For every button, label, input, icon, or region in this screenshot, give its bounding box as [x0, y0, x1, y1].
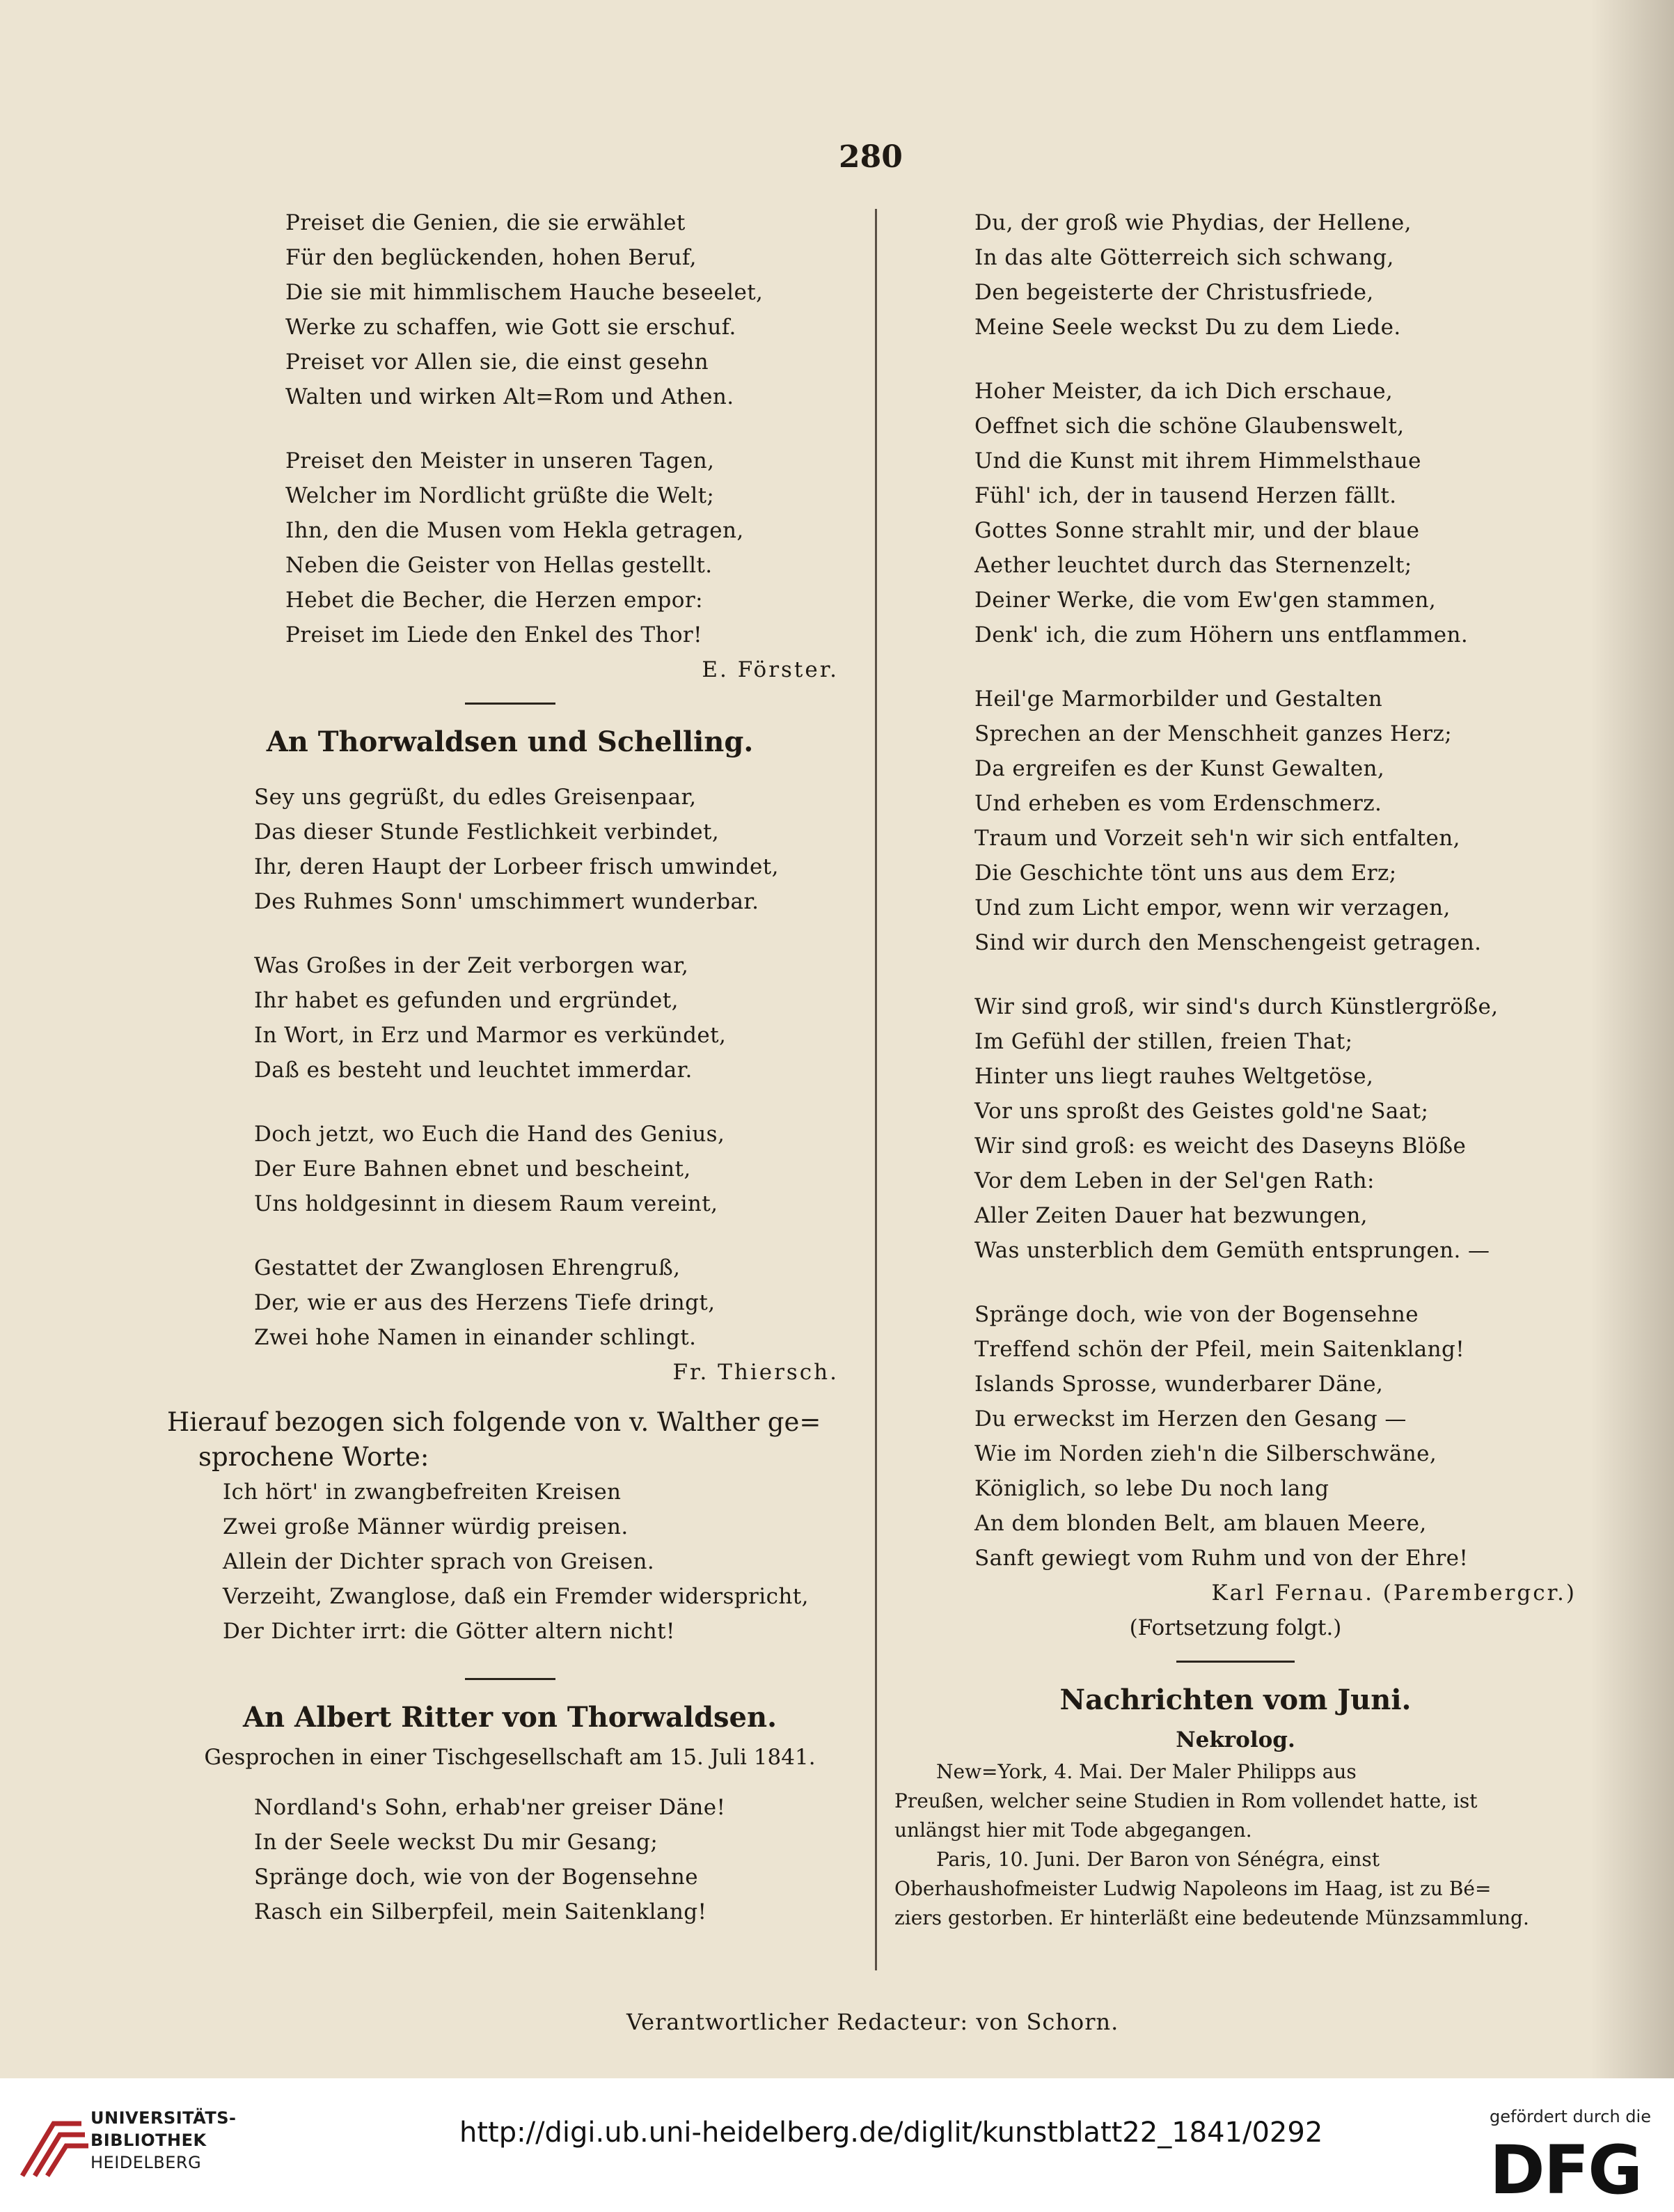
news-section [894, 1678, 1577, 1933]
poem-line: Treffend schön der Pfeil, mein Saitenklang! [974, 1337, 1465, 1362]
poem-line: Was Großes in der Zeit verborgen war, [254, 953, 689, 978]
poem-line: Da ergreifen es der Kunst Gewalten, [974, 756, 1385, 781]
poem-line: Traum und Vorzeit seh'n wir sich entfalten, [974, 826, 1460, 851]
page-number: 280 [839, 139, 903, 175]
poem-line: Oeffnet sich die schöne Glaubenswelt, [974, 414, 1405, 439]
quote-line: Allein der Dichter sprach von Greisen. [223, 1549, 655, 1574]
poem-line: Preiset im Liede den Enkel des Thor! [285, 622, 702, 648]
poem-line: An dem blonden Belt, am blauen Meere, [974, 1511, 1427, 1536]
poem-line: Gestattet der Zwanglosen Ehrengruß, [254, 1255, 681, 1280]
poem-line: Und die Kunst mit ihrem Himmelsthaue [974, 448, 1421, 473]
poem-line: Ihn, den die Musen vom Hekla getragen, [285, 518, 744, 543]
right-column [894, 205, 1577, 1933]
poem-line: Heil'ge Marmorbilder und Gestalten [974, 687, 1383, 712]
poem-line: Sprechen an der Menschheit ganzes Herz; [974, 721, 1453, 746]
poem-line: Aether leuchtet durch das Sternenzelt; [974, 553, 1412, 578]
poem-line: Für den beglückenden, hohen Beruf, [285, 245, 697, 270]
poem-line: Doch jetzt, wo Euch die Hand des Genius, [254, 1122, 725, 1147]
poem-line: Wie im Norden zieh'n die Silberschwäne, [974, 1441, 1437, 1466]
prose-line: sprochene Worte: [198, 1442, 429, 1472]
poem-title: An Thorwaldsen und Schelling. [266, 725, 754, 758]
quote-line: Zwei große Männer würdig preisen. [223, 1514, 629, 1539]
poem-line: Königlich, so lebe Du noch lang [974, 1476, 1329, 1501]
poem-line: Was unsterblich dem Gemüth entsprungen. — [974, 1238, 1490, 1263]
poem-line: Die sie mit himmlischem Hauche beseelet, [285, 280, 764, 305]
poem-line: Du erweckst im Herzen den Gesang — [974, 1406, 1407, 1431]
poem-line: Vor uns sproßt des Geistes gold'ne Saat; [974, 1099, 1429, 1124]
poem-line: Hebet die Becher, die Herzen empor: [285, 588, 703, 613]
news-title: Nachrichten vom Juni. [1059, 1684, 1412, 1716]
poem-continuation [894, 205, 1577, 1645]
poem-albert-thorwaldsen [167, 1695, 853, 1929]
poem-line: Und erheben es vom Erdenschmerz. [974, 791, 1382, 816]
poem-line: Welcher im Nordlicht grüßte die Welt; [285, 483, 715, 508]
poem-line: Du, der groß wie Phydias, der Hellene, [974, 210, 1412, 235]
news-line: New=York, 4. Mai. Der Maler Philipps aus [936, 1760, 1357, 1783]
poem-line: Die Geschichte tönt uns aus dem Erz; [974, 861, 1397, 886]
poem-line: Das dieser Stunde Festlichkeit verbindet, [254, 819, 720, 845]
university-library-logo-icon[interactable] [15, 2110, 99, 2186]
poem-line: Zwei hohe Namen in einander schlingt. [254, 1325, 697, 1350]
funder-label: gefördert durch die [1490, 2107, 1651, 2126]
poem-line: Und zum Licht empor, wenn wir verzagen, [974, 895, 1451, 920]
poem-subtitle: Gesprochen in einer Tischgesellschaft am 15. Juli 1841. [204, 1745, 816, 1770]
poem-line: Preiset die Genien, die sie erwählet [285, 210, 686, 235]
permalink-url[interactable]: http://digi.ub.uni-heidelberg.de/diglit/kunstblatt22_1841/0292 [459, 2117, 1323, 2149]
poem-line: Der Eure Bahnen ebnet und bescheint, [254, 1156, 691, 1182]
poem-line: Sey uns gegrüßt, du edles Greisenpaar, [254, 785, 697, 810]
poem-line: Des Ruhmes Sonn' umschimmert wunderbar. [254, 889, 759, 914]
continued-note: (Fortsetzung folgt.) [1129, 1615, 1342, 1640]
poem-line: Hinter uns liegt rauhes Weltgetöse, [974, 1064, 1374, 1089]
poem-line: Neben die Geister von Hellas gestellt. [285, 553, 713, 578]
dfg-logo-icon[interactable] [1490, 2138, 1660, 2200]
poem-line: Deiner Werke, die vom Ew'gen stammen, [974, 588, 1437, 613]
poem-thorwaldsen-schelling [167, 720, 853, 1390]
quote-line: Verzeiht, Zwanglose, daß ein Fremder widerspricht, [223, 1584, 809, 1609]
poem-genien [167, 205, 853, 687]
editor-footer: Verantwortlicher Redacteur: von Schorn. [626, 2009, 1119, 2035]
news-subtitle: Nekrolog. [1176, 1727, 1295, 1752]
poem-line: Meine Seele weckst Du zu dem Liede. [974, 315, 1401, 340]
quote-walther [167, 1475, 853, 1649]
poem-line: Denk' ich, die zum Höhern uns entflammen. [974, 622, 1469, 648]
prose-intro [167, 1405, 853, 1475]
poem-title: An Albert Ritter von Thorwaldsen. [242, 1701, 777, 1734]
news-line: Paris, 10. Juni. Der Baron von Sénégra, einst [936, 1848, 1380, 1871]
prose-line: Hierauf bezogen sich folgende von v. Walther ge= [167, 1407, 821, 1437]
poem-line: Werke zu schaffen, wie Gott sie erschuf. [285, 315, 736, 340]
poem-line: Ihr habet es gefunden und ergründet, [254, 988, 679, 1013]
poem-line: Sanft gewiegt vom Ruhm und von der Ehre! [974, 1546, 1469, 1571]
poem-line: Daß es besteht und leuchtet immerdar. [254, 1058, 693, 1083]
poem-line: Im Gefühl der stillen, freien That; [974, 1029, 1353, 1054]
poem-line: Fühl' ich, der in tausend Herzen fällt. [974, 483, 1397, 508]
library-name-line-2: BIBLIOTHEK [90, 2131, 207, 2150]
library-name-line-1: UNIVERSITÄTS- [90, 2108, 237, 2128]
poem-line: Sind wir durch den Menschengeist getragen. [974, 930, 1482, 955]
poem-line: Preiset den Meister in unseren Tagen, [285, 448, 715, 473]
poem-line: Vor dem Leben in der Sel'gen Rath: [974, 1168, 1375, 1193]
poem-line: Aller Zeiten Dauer hat bezwungen, [974, 1203, 1368, 1228]
poem-line: Preiset vor Allen sie, die einst gesehn [285, 350, 709, 375]
poem-line: Hoher Meister, da ich Dich erschaue, [974, 379, 1393, 404]
poem-line: Wir sind groß: es weicht des Daseyns Blöße [974, 1134, 1467, 1159]
poem-line: In der Seele weckst Du mir Gesang; [254, 1830, 658, 1855]
news-line: Preußen, welcher seine Studien in Rom vollendet hatte, ist [894, 1789, 1478, 1812]
quote-line: Ich hört' in zwangbefreiten Kreisen [223, 1480, 622, 1505]
news-line: unlängst hier mit Tode abgegangen. [894, 1819, 1252, 1842]
poem-line: Gottes Sonne strahlt mir, und der blaue [974, 518, 1420, 543]
poem-line: Spränge doch, wie von der Bogensehne [254, 1865, 698, 1890]
poem-line: Den begeisterte der Christusfriede, [974, 280, 1374, 305]
poem-line: Nordland's Sohn, erhab'ner greiser Däne! [254, 1795, 726, 1820]
poem-line: Ihr, deren Haupt der Lorbeer frisch umwindet, [254, 854, 779, 879]
page-gutter-shadow [1590, 0, 1674, 2078]
poem-line: In Wort, in Erz und Marmor es verkündet, [254, 1023, 727, 1048]
poem-line: Islands Sprosse, wunderbarer Däne, [974, 1372, 1384, 1397]
poem-line: Spränge doch, wie von der Bogensehne [974, 1302, 1419, 1327]
poem-author: Fr. Thiersch. [672, 1360, 839, 1385]
quote-line: Der Dichter irrt: die Götter altern nicht! [223, 1619, 675, 1644]
column-divider [875, 209, 877, 1970]
poem-line: Uns holdgesinnt in diesem Raum vereint, [254, 1191, 718, 1216]
poem-line: Walten und wirken Alt=Rom und Athen. [285, 384, 734, 409]
library-city: HEIDELBERG [90, 2153, 202, 2172]
poem-author: Karl Fernau. (Parembergcr.) [1211, 1580, 1577, 1606]
poem-line: Der, wie er aus des Herzens Tiefe dringt, [254, 1290, 716, 1315]
news-line: Oberhaushofmeister Ludwig Napoleons im Haag, ist zu Bé= [894, 1877, 1492, 1900]
poem-line: Wir sind groß, wir sind's durch Künstlergröße, [974, 994, 1499, 1019]
dfg-logo-text: DFG [1490, 2138, 1642, 2200]
left-column [167, 205, 853, 1929]
poem-author: E. Förster. [702, 657, 839, 682]
news-line: ziers gestorben. Er hinterläßt eine bedeutende Münzsammlung. [894, 1906, 1529, 1929]
poem-line: Rasch ein Silberpfeil, mein Saitenklang! [254, 1899, 707, 1924]
poem-line: In das alte Götterreich sich schwang, [974, 245, 1394, 270]
